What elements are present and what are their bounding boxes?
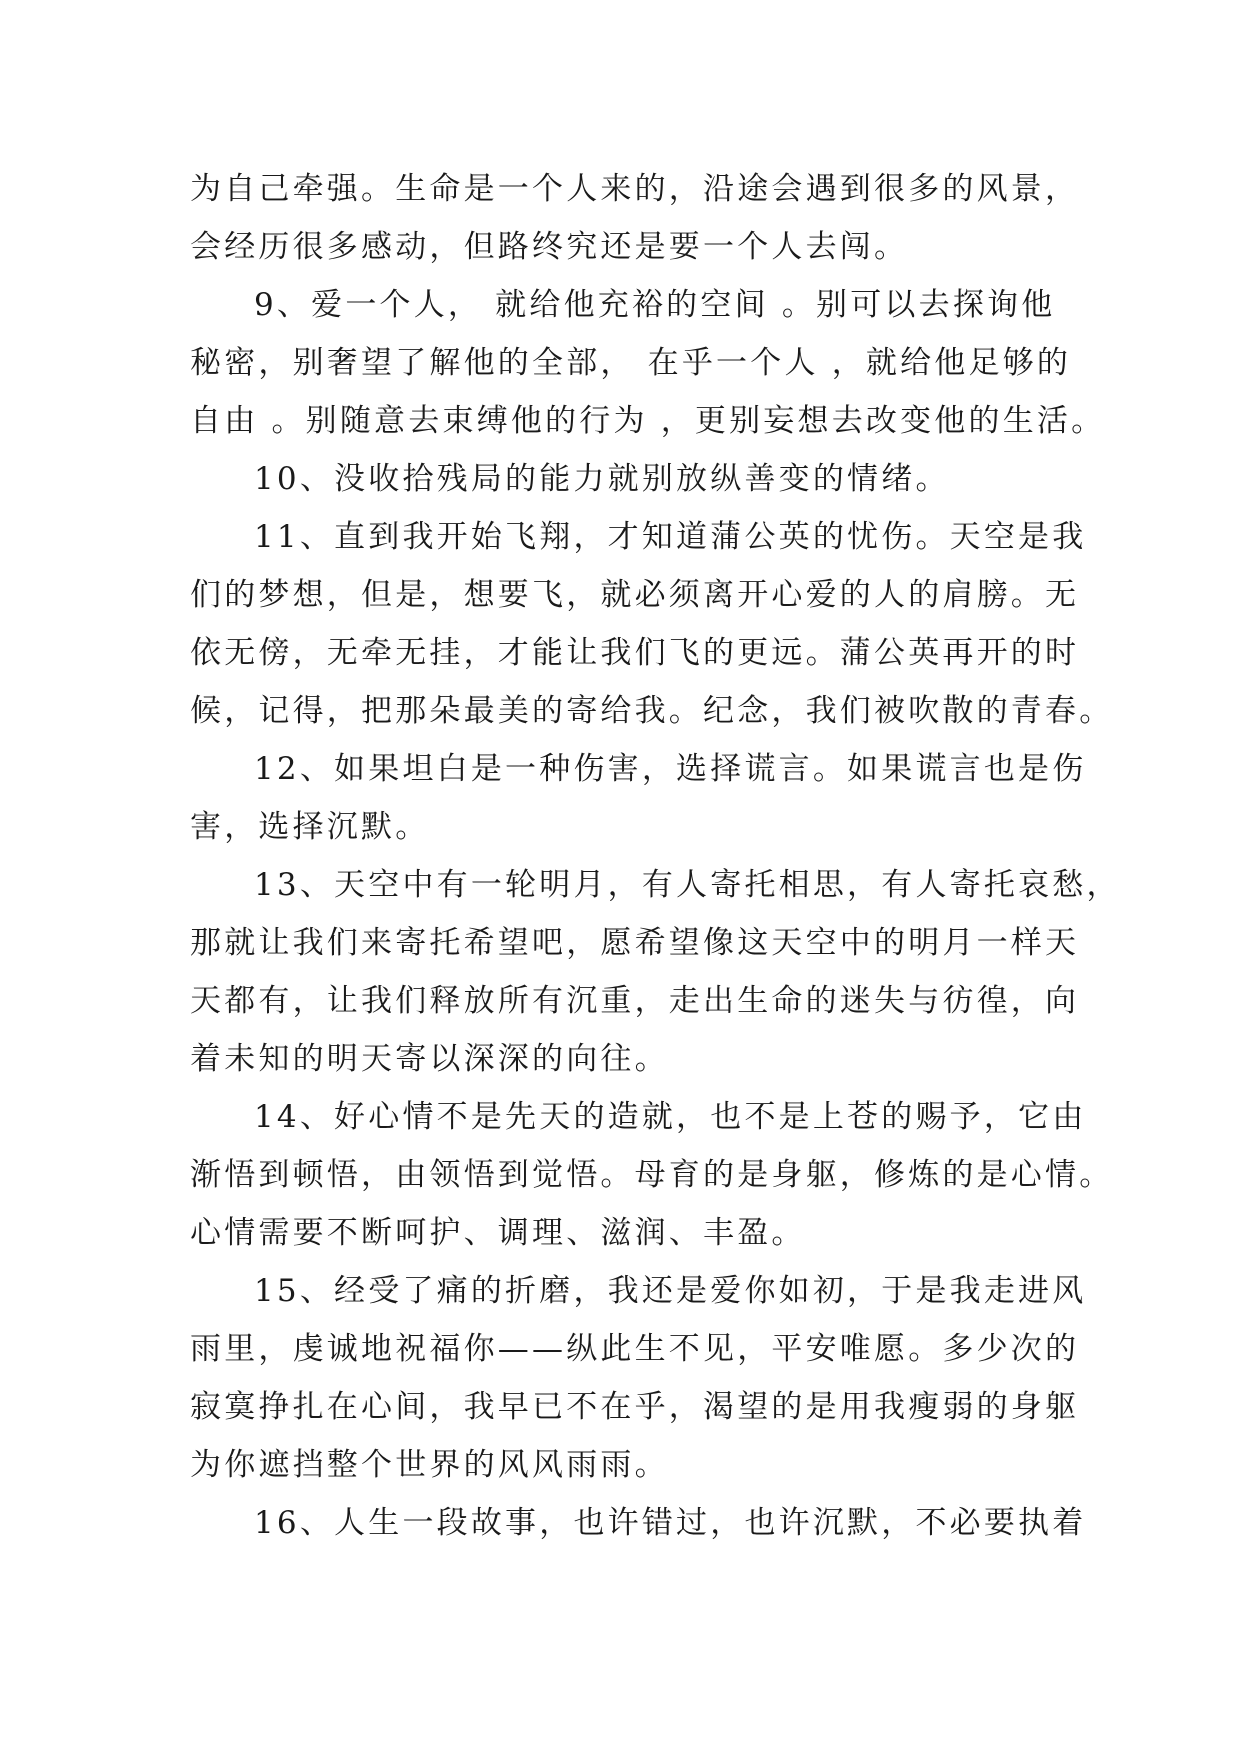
text-line: 天都有，让我们释放所有沉重，走出生命的迷失与彷徨，向	[190, 983, 1080, 1019]
paragraph-start: 10、没收拾残局的能力就别放纵善变的情绪。	[254, 461, 950, 497]
text-line: 寂寞挣扎在心间，我早已不在乎，渴望的是用我瘦弱的身躯	[190, 1389, 1080, 1425]
text-line: 依无傍，无牵无挂，才能让我们飞的更远。蒲公英再开的时	[190, 635, 1080, 671]
text-line: 那就让我们来寄托希望吧，愿希望像这天空中的明月一样天	[190, 925, 1080, 961]
text-line: 害，选择沉默。	[190, 809, 430, 845]
paragraph-start: 16、人生一段故事，也许错过，也许沉默，不必要执着	[254, 1505, 1087, 1541]
text-line: 为你遮挡整个世界的风风雨雨。	[190, 1447, 669, 1483]
paragraph-start: 14、好心情不是先天的造就，也不是上苍的赐予，它由	[254, 1099, 1087, 1135]
text-line: 自由 。别随意去束缚他的行为 ，更别妄想去改变他的生活。	[190, 403, 1106, 439]
text-line: 秘密，别奢望了解他的全部， 在乎一个人 ，就给他足够的	[190, 345, 1072, 381]
text-line: 雨里，虔诚地祝福你——纵此生不见，平安唯愿。多少次的	[190, 1331, 1080, 1367]
paragraph-start: 15、经受了痛的折磨，我还是爱你如初，于是我走进风	[254, 1273, 1087, 1309]
text-line: 候，记得，把那朵最美的寄给我。纪念，我们被吹散的青春。	[190, 693, 1114, 729]
text-line: 着未知的明天寄以深深的向往。	[190, 1041, 669, 1077]
text-line: 们的梦想，但是，想要飞，就必须离开心爱的人的肩膀。无	[190, 577, 1080, 613]
text-line: 为自己牵强。生命是一个人来的，沿途会遇到很多的风景，	[190, 171, 1080, 207]
text-line: 心情需要不断呵护、调理、滋润、丰盈。	[190, 1215, 806, 1251]
paragraph-start: 9、爱一个人， 就给他充裕的空间 。别可以去探询他	[254, 287, 1056, 323]
paragraph-start: 12、如果坦白是一种伤害，选择谎言。如果谎言也是伤	[254, 751, 1087, 787]
paragraph-start: 13、天空中有一轮明月，有人寄托相思，有人寄托哀愁，	[254, 867, 1121, 903]
text-line: 渐悟到顿悟，由领悟到觉悟。母育的是身躯，修炼的是心情。	[190, 1157, 1114, 1193]
text-line: 会经历很多感动，但路终究还是要一个人去闯。	[190, 229, 909, 265]
paragraph-start: 11、直到我开始飞翔，才知道蒲公英的忧伤。天空是我	[254, 519, 1087, 555]
document-body	[190, 160, 1121, 1552]
